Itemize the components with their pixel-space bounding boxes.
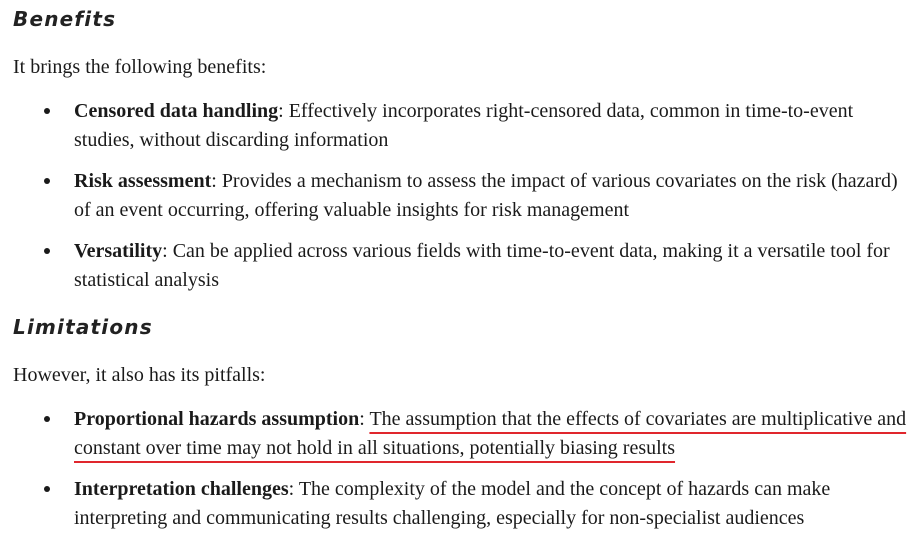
bullet-icon xyxy=(44,108,50,114)
underlined-limitation-text: The assumption that the effects of covariates are multiplicative and constant over time may not hold in all situations, potentially biasing results xyxy=(74,408,907,459)
benefit-text: Effectively incorporates right-censored data, common in time-to-event studies, without discarding information xyxy=(74,100,854,151)
term-separator: : xyxy=(211,170,222,192)
bullet-icon xyxy=(44,178,50,184)
limitation-text: The complexity of the model and the concept of hazards can make interpreting and communicating results challenging, especially for non-specialist audiences xyxy=(74,478,831,529)
benefit-term: Censored data handling xyxy=(74,100,279,122)
list-item xyxy=(13,237,908,295)
term-separator: : xyxy=(162,240,173,262)
list-item xyxy=(13,475,908,533)
document-page xyxy=(13,0,908,533)
bullet-icon xyxy=(44,486,50,492)
list-item xyxy=(13,405,908,463)
limitations-list xyxy=(13,405,908,533)
bullet-icon xyxy=(44,416,50,422)
term-separator: : xyxy=(278,100,289,122)
term-separator: : xyxy=(288,478,299,500)
benefit-text: Provides a mechanism to assess the impact of various covariates on the risk (hazard) of an event occurring, offering valuable insights for risk management xyxy=(74,170,898,221)
list-item xyxy=(13,97,908,155)
benefit-text: Can be applied across various fields with time-to-event data, making it a versatile tool for statistical analysis xyxy=(74,240,890,291)
benefits-list xyxy=(13,97,908,295)
benefits-heading: Benefits xyxy=(13,7,117,31)
limitations-heading: Limitations xyxy=(13,315,153,339)
limitation-term: Interpretation challenges xyxy=(74,478,289,500)
benefit-term: Versatility xyxy=(74,240,163,262)
list-item xyxy=(13,167,908,225)
bullet-icon xyxy=(44,248,50,254)
limitations-intro: However, it also has its pitfalls: xyxy=(13,364,266,386)
benefits-intro: It brings the following benefits: xyxy=(13,56,267,78)
term-separator: : xyxy=(359,408,370,430)
benefit-term: Risk assessment xyxy=(74,170,212,192)
limitation-term: Proportional hazards assumption xyxy=(74,408,360,430)
